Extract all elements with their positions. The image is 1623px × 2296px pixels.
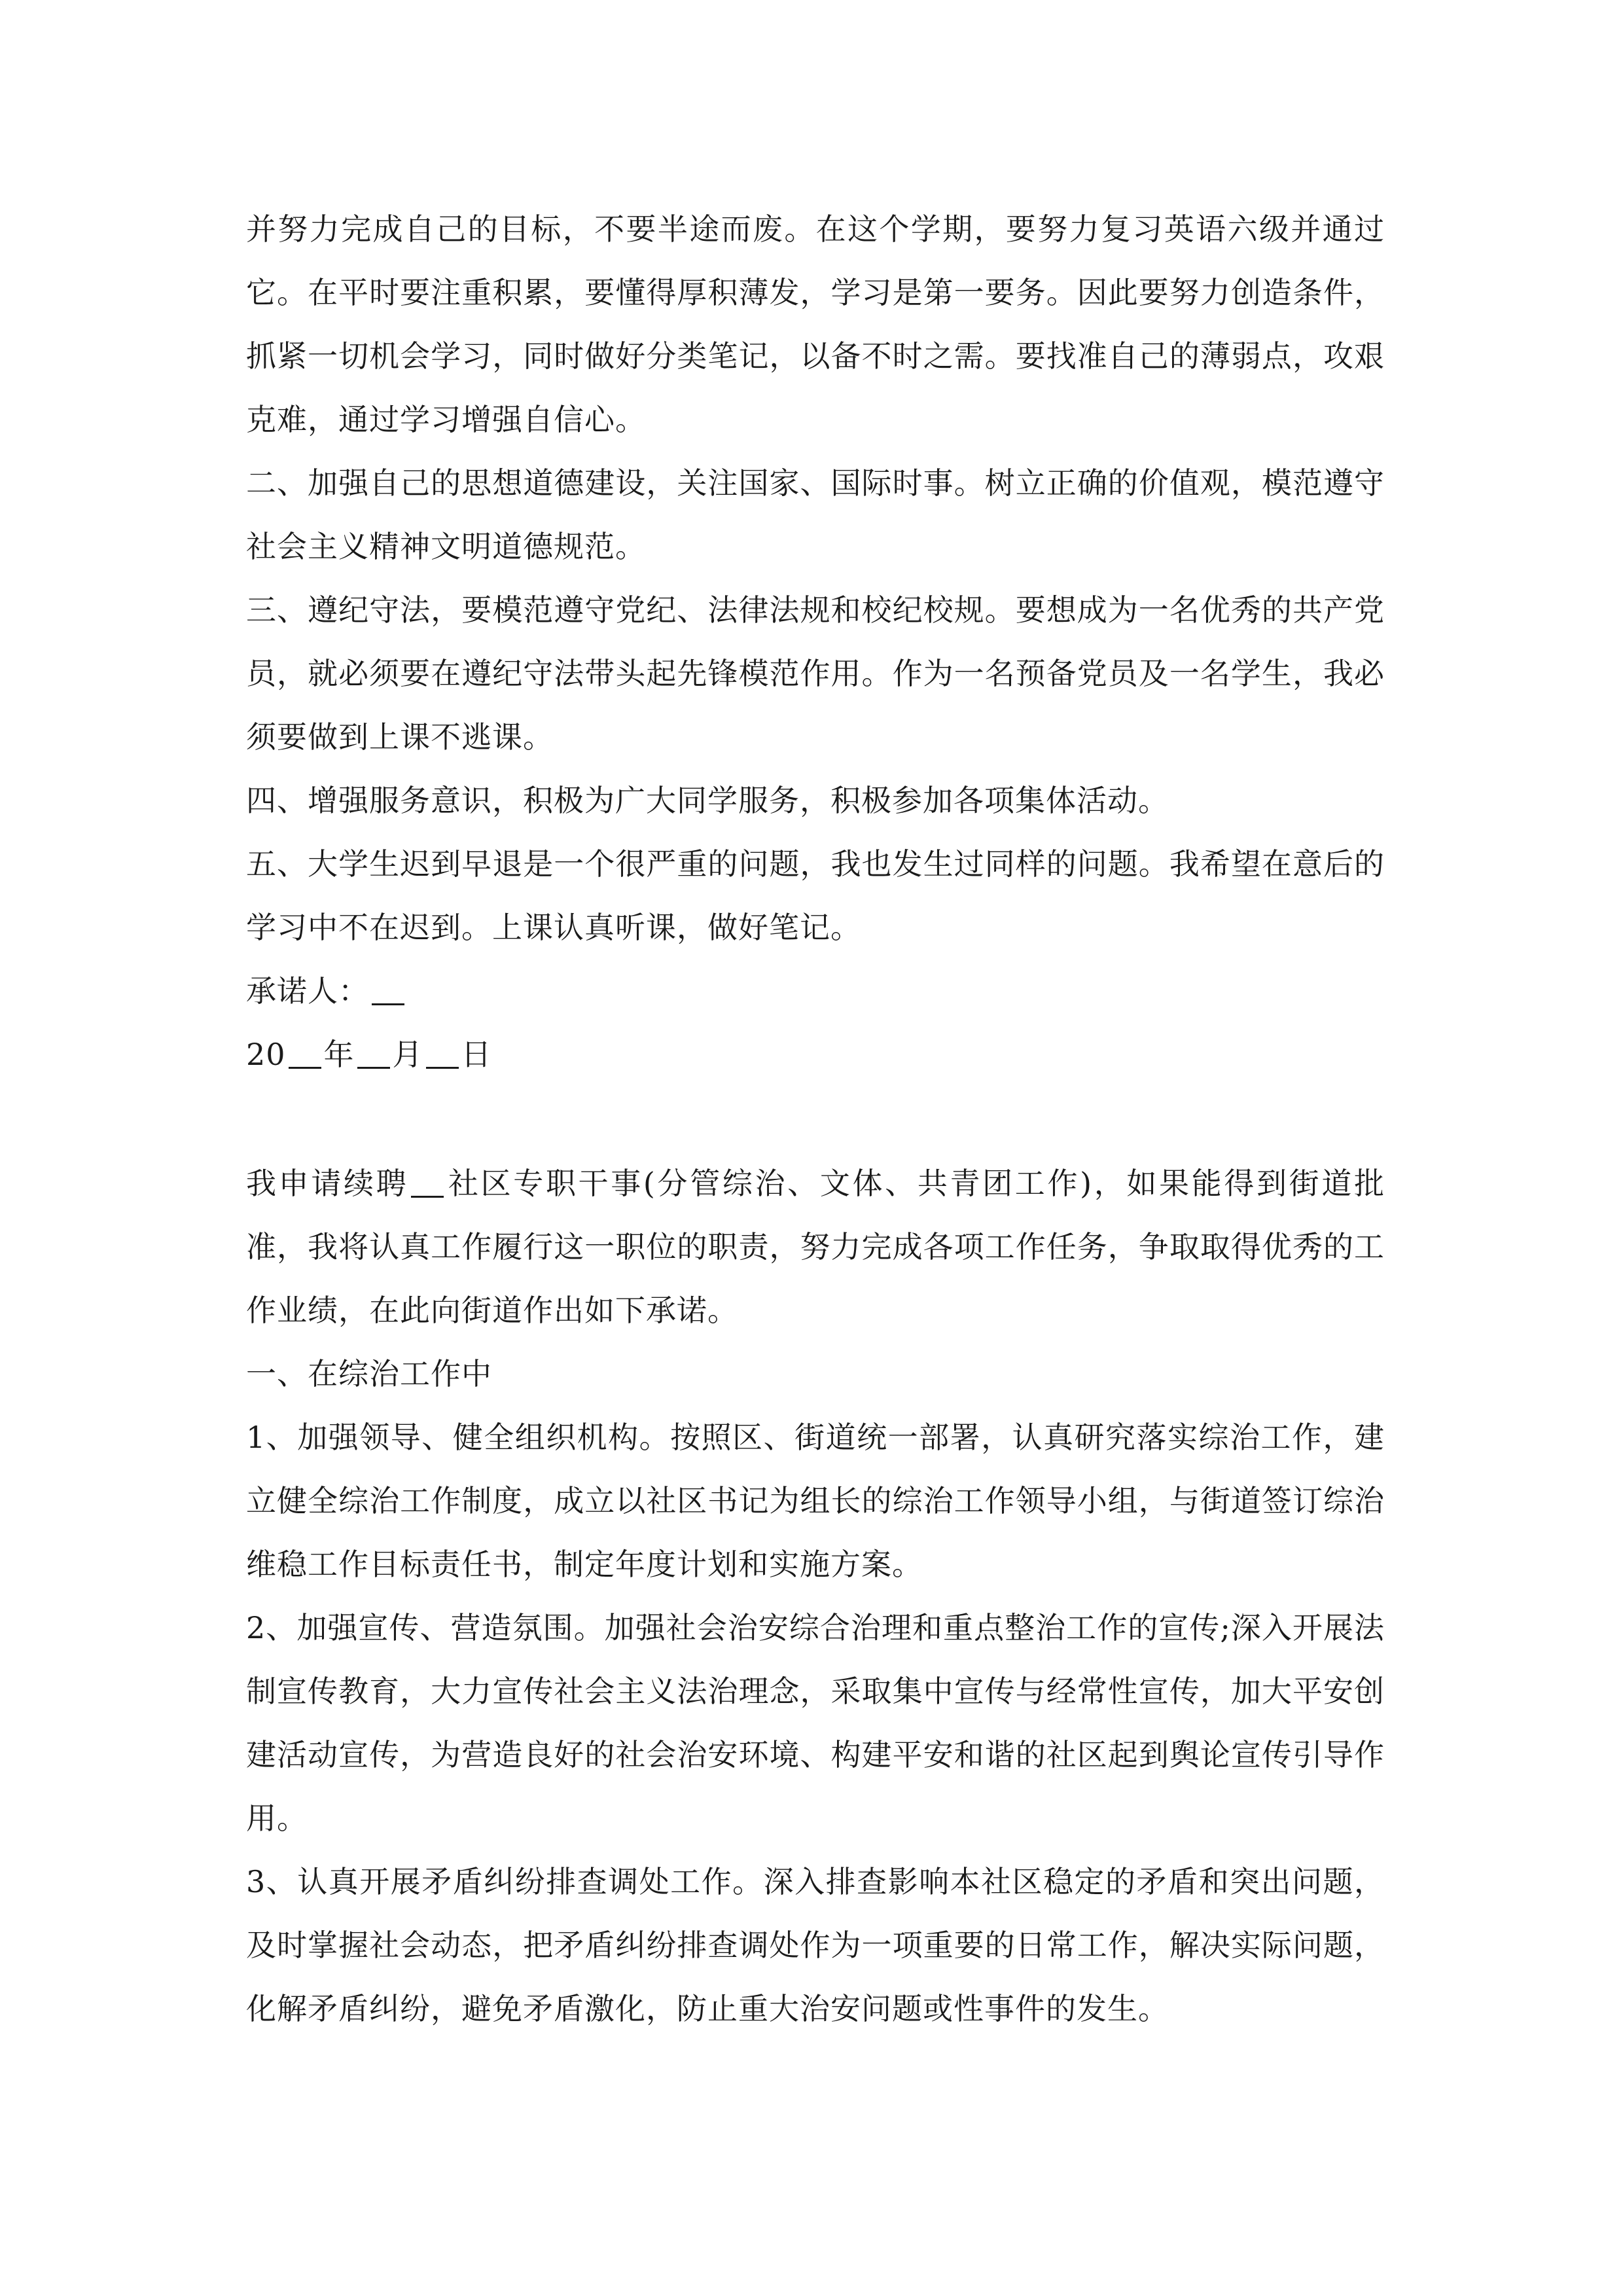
day-blank — [426, 1067, 459, 1069]
community-pledge-section — [246, 1152, 1385, 2041]
community-blank — [411, 1196, 444, 1198]
date-year-label: 年 — [323, 1037, 355, 1072]
month-blank — [357, 1067, 390, 1069]
list-item: 1、加强领导、健全组织机构。按照区、街道统一部署，认真研究落实综治工作，建立健全综治工作制度，成立以社区书记为组长的综治工作领导小组，与街道签订综治维稳工作目标责任书，制定年度计划和实施方案。 — [246, 1420, 1385, 1582]
intro-before: 我申请续聘 — [246, 1166, 409, 1201]
pledge-section — [246, 198, 1385, 1086]
paragraph-point-5: 五、大学生迟到早退是一个很严重的问题，我也发生过同样的问题。我希望在意后的学习中不在迟到。上课认真听课，做好笔记。 — [246, 846, 1385, 945]
section-heading: 一、在综治工作中 — [246, 1356, 492, 1391]
intro-paragraph — [246, 1152, 1385, 1342]
date-year-prefix: 20 — [246, 1037, 286, 1072]
date-line — [246, 1023, 1385, 1086]
paragraph-goals: 并努力完成自己的目标，不要半途而废。在这个学期，要努力复习英语六级并通过它。在平时要注重积累，要懂得厚积薄发，学习是第一要务。因此要努力创造条件，抓紧一切机会学习，同时做好分类笔记，以备不时之需。要找准自己的薄弱点，攻艰克难，通过学习增强自信心。 — [246, 211, 1385, 437]
intro-after: 社区专职干事(分管综治、文体、共青团工作)，如果能得到街道批准，我将认真工作履行这一职位的职责，努力完成各项工作任务，争取取得优秀的工作业绩，在此向街道作出如下承诺。 — [246, 1166, 1385, 1328]
paragraph-point-2: 二、加强自己的思想道德建设，关注国家、国际时事。树立正确的价值观，模范遵守社会主义精神文明道德规范。 — [246, 465, 1385, 564]
paragraph-point-3: 三、遵纪守法，要模范遵守党纪、法律法规和校纪校规。要想成为一名优秀的共产党员，就必须要在遵纪守法带头起先锋模范作用。作为一名预备党员及一名学生，我必须要做到上课不逃课。 — [246, 592, 1385, 755]
signer-line — [246, 960, 1385, 1023]
paragraph-point-4: 四、增强服务意识，积极为广大同学服务，积极参加各项集体活动。 — [246, 783, 1169, 818]
year-blank — [289, 1067, 321, 1069]
signer-label: 承诺人： — [246, 973, 369, 1009]
list-item: 3、认真开展矛盾纠纷排查调处工作。深入排查影响本社区稳定的矛盾和突出问题，及时掌握社会动态，把矛盾纠纷排查调处作为一项重要的日常工作，解决实际问题，化解矛盾纠纷，避免矛盾激化，防止重大治安问题或性事件的发生。 — [246, 1864, 1385, 2026]
date-day-label: 日 — [461, 1037, 492, 1072]
date-month-label: 月 — [392, 1037, 423, 1072]
list-item: 2、加强宣传、营造氛围。加强社会治安综合治理和重点整治工作的宣传;深入开展法制宣传教育，大力宣传社会主义法治理念，采取集中宣传与经常性宣传，加大平安创建活动宣传，为营造良好的社会治安环境、构建平安和谐的社区起到舆论宣传引导作用。 — [246, 1610, 1385, 1836]
signer-blank — [372, 1003, 404, 1005]
